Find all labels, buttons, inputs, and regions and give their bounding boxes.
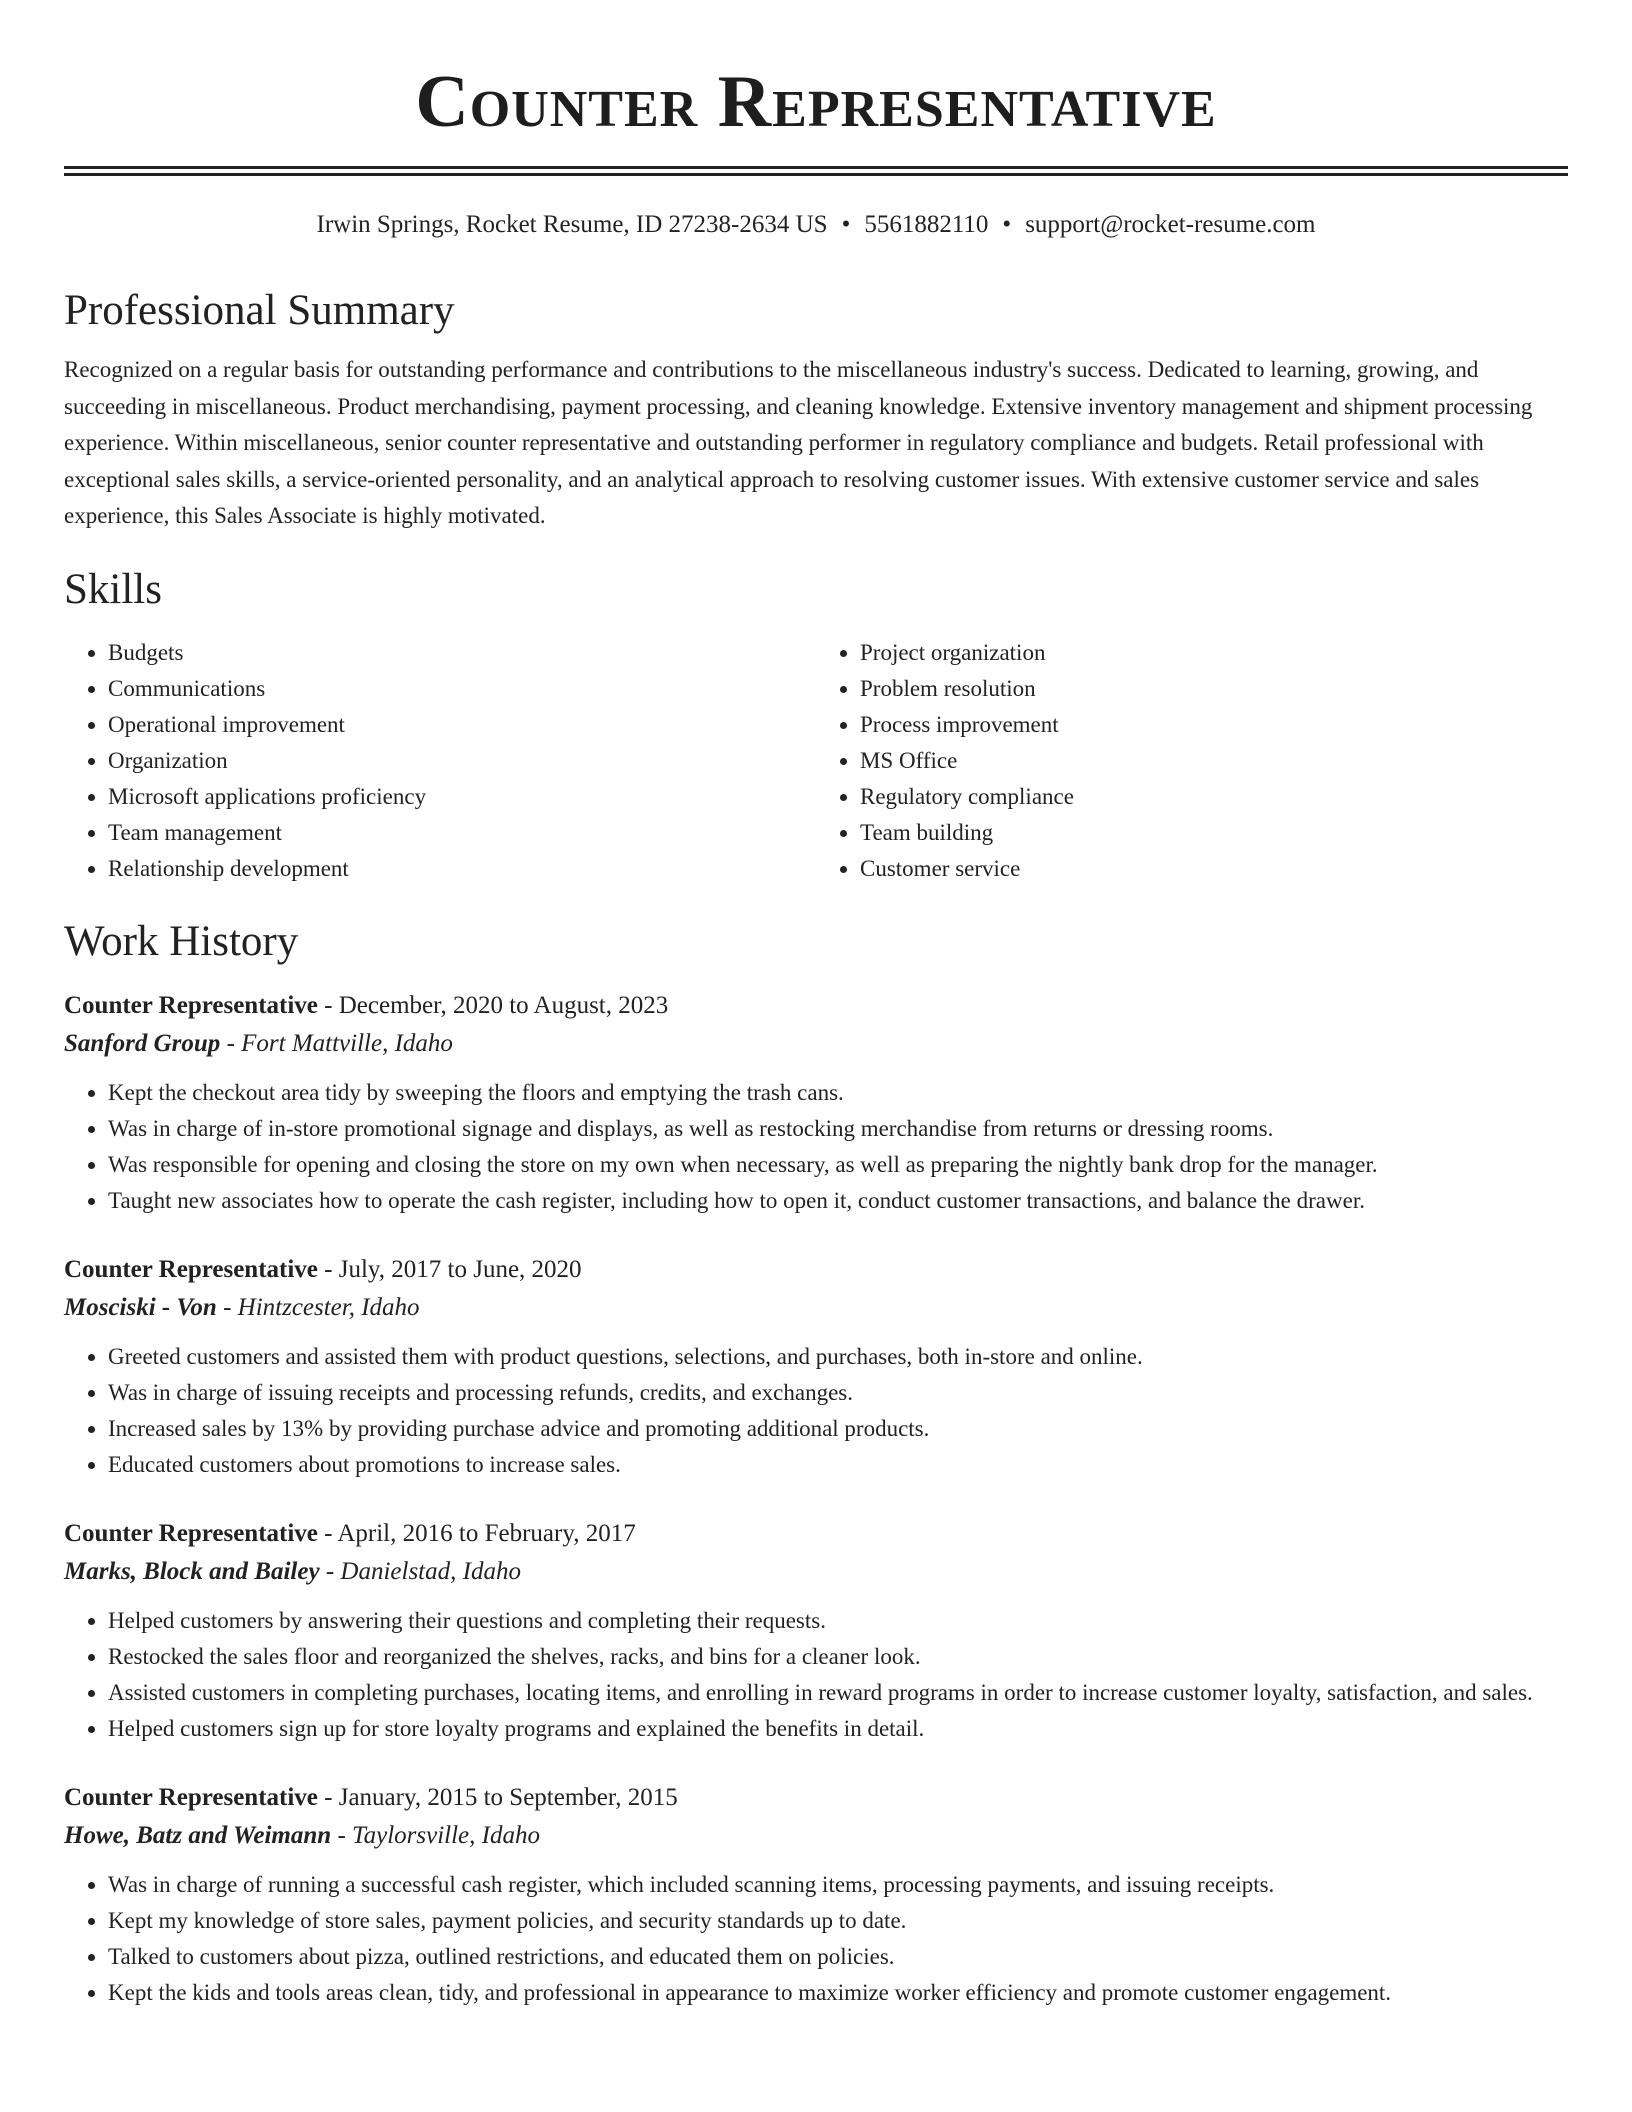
job-dates: January, 2015 to September, 2015 [338, 1783, 678, 1811]
skills-list [64, 635, 1568, 887]
job-duty-item: • Was in charge of in-store promotional signage and displays, as well as restocking merchandise from returns or dressing rooms. [108, 1111, 1568, 1147]
job-duties-list [64, 1867, 1568, 2011]
job-company-line: Howe, Batz and Weimann - Taylorsville, Idaho [64, 1821, 540, 1849]
work-history-heading: Work History [64, 917, 299, 965]
contact-separator: • [841, 211, 851, 238]
job-dates: December, 2020 to August, 2023 [338, 991, 669, 1019]
skill-item: • Relationship development [108, 851, 816, 887]
contact-email: support@rocket-resume.com [1025, 211, 1316, 238]
page-title: Counter Representative [415, 61, 1217, 143]
job-company: Howe, Batz and Weimann [64, 1821, 332, 1849]
skill-item: • Regulatory compliance [860, 779, 1568, 815]
job-company: Marks, Block and Bailey [64, 1557, 320, 1585]
job-company-line: Sanford Group - Fort Mattville, Idaho [64, 1029, 453, 1057]
contact-address: Irwin Springs, Rocket Resume, ID 27238-2634 US [316, 211, 828, 238]
job-title-line: Counter Representative - January, 2015 to September, 2015 [64, 1783, 678, 1811]
skill-item: • Team building [860, 815, 1568, 851]
job-entry [64, 987, 1568, 1219]
job-location: Taylorsville, Idaho [352, 1821, 540, 1849]
job-duty-item: • Assisted customers in completing purchases, locating items, and enrolling in reward programs in order to increase customer loyalty, satisfaction, and sales. [108, 1675, 1568, 1711]
job-title-line: Counter Representative - December, 2020 to August, 2023 [64, 991, 669, 1019]
summary-text: Recognized on a regular basis for outstanding performance and contributions to the miscellaneous industry's success. Dedicated to learning, growing, and succeeding in miscellaneous. Product merchandising, payment processing, and cleaning knowledge. Extensive inventory management and shipment processing experience. Within miscellaneous, senior counter representative and outstanding performer in regulatory compliance and budgets. Retail professional with exceptional sales skills, a service-oriented personality, and an analytical approach to resolving customer issues. With extensive customer service and sales experience, this Sales Associate is highly motivated. [64, 357, 1533, 528]
skill-item: • Customer service [860, 851, 1568, 887]
job-duty-item: • Was in charge of issuing receipts and processing refunds, credits, and exchanges. [108, 1375, 1568, 1411]
contact-line [64, 210, 1568, 240]
skill-item: • Project organization [860, 635, 1568, 671]
job-company: Mosciski - Von [64, 1293, 217, 1321]
job-company-line: Mosciski - Von - Hintzcester, Idaho [64, 1293, 420, 1321]
job-duty-item: • Increased sales by 13% by providing purchase advice and promoting additional products. [108, 1411, 1568, 1447]
job-title: Counter Representative [64, 1255, 318, 1283]
job-duty-item: • Educated customers about promotions to increase sales. [108, 1447, 1568, 1483]
job-title: Counter Representative [64, 991, 318, 1019]
job-company-line: Marks, Block and Bailey - Danielstad, Idaho [64, 1557, 521, 1585]
job-dates: July, 2017 to June, 2020 [338, 1255, 582, 1283]
job-duties-list [64, 1603, 1568, 1747]
job-location: Fort Mattville, Idaho [241, 1029, 453, 1057]
summary-heading: Professional Summary [64, 287, 455, 334]
skill-item: • Communications [108, 671, 816, 707]
skills-column-left [64, 635, 816, 887]
job-duty-item: • Greeted customers and assisted them with product questions, selections, and purchases, both in-store and online. [108, 1339, 1568, 1375]
job-location: Hintzcester, Idaho [237, 1293, 420, 1321]
job-duties-list [64, 1075, 1568, 1219]
contact-separator: • [1002, 211, 1012, 238]
job-entry [64, 1515, 1568, 1747]
job-location: Danielstad, Idaho [340, 1557, 521, 1585]
skills-heading: Skills [64, 565, 162, 613]
job-dates: April, 2016 to February, 2017 [337, 1519, 636, 1547]
skill-item: • Organization [108, 743, 816, 779]
work-history-list [64, 987, 1568, 2011]
skill-item: • Process improvement [860, 707, 1568, 743]
job-company: Sanford Group [64, 1029, 221, 1057]
job-title: Counter Representative [64, 1519, 318, 1547]
contact-phone: 5561882110 [864, 211, 989, 238]
job-entry [64, 1779, 1568, 2011]
job-title-line: Counter Representative - July, 2017 to June, 2020 [64, 1255, 582, 1283]
skills-column-right [816, 635, 1568, 887]
job-duty-item: • Helped customers sign up for store loyalty programs and explained the benefits in detail. [108, 1711, 1568, 1747]
job-duty-item: • Taught new associates how to operate the cash register, including how to open it, conduct customer transactions, and balance the drawer. [108, 1183, 1568, 1219]
job-duty-item: • Was in charge of running a successful cash register, which included scanning items, processing payments, and issuing receipts. [108, 1867, 1568, 1903]
skill-item: • Operational improvement [108, 707, 816, 743]
skill-item: • Problem resolution [860, 671, 1568, 707]
skill-item: • Microsoft applications proficiency [108, 779, 816, 815]
job-duty-item: • Kept the kids and tools areas clean, tidy, and professional in appearance to maximize worker efficiency and promote customer engagement. [108, 1975, 1568, 2011]
job-title: Counter Representative [64, 1783, 318, 1811]
job-entry [64, 1251, 1568, 1483]
job-duty-item: • Kept my knowledge of store sales, payment policies, and security standards up to date. [108, 1903, 1568, 1939]
job-duty-item: • Talked to customers about pizza, outlined restrictions, and educated them on policies. [108, 1939, 1568, 1975]
job-duty-item: • Restocked the sales floor and reorganized the shelves, racks, and bins for a cleaner look. [108, 1639, 1568, 1675]
job-duty-item: • Helped customers by answering their questions and completing their requests. [108, 1603, 1568, 1639]
job-duties-list [64, 1339, 1568, 1483]
skill-item: • MS Office [860, 743, 1568, 779]
job-duty-item: • Kept the checkout area tidy by sweeping the floors and emptying the trash cans. [108, 1075, 1568, 1111]
job-title-line: Counter Representative - April, 2016 to February, 2017 [64, 1519, 636, 1547]
skill-item: • Budgets [108, 635, 816, 671]
skill-item: • Team management [108, 815, 816, 851]
title-divider [64, 166, 1568, 176]
job-duty-item: • Was responsible for opening and closing the store on my own when necessary, as well as preparing the nightly bank drop for the manager. [108, 1147, 1568, 1183]
